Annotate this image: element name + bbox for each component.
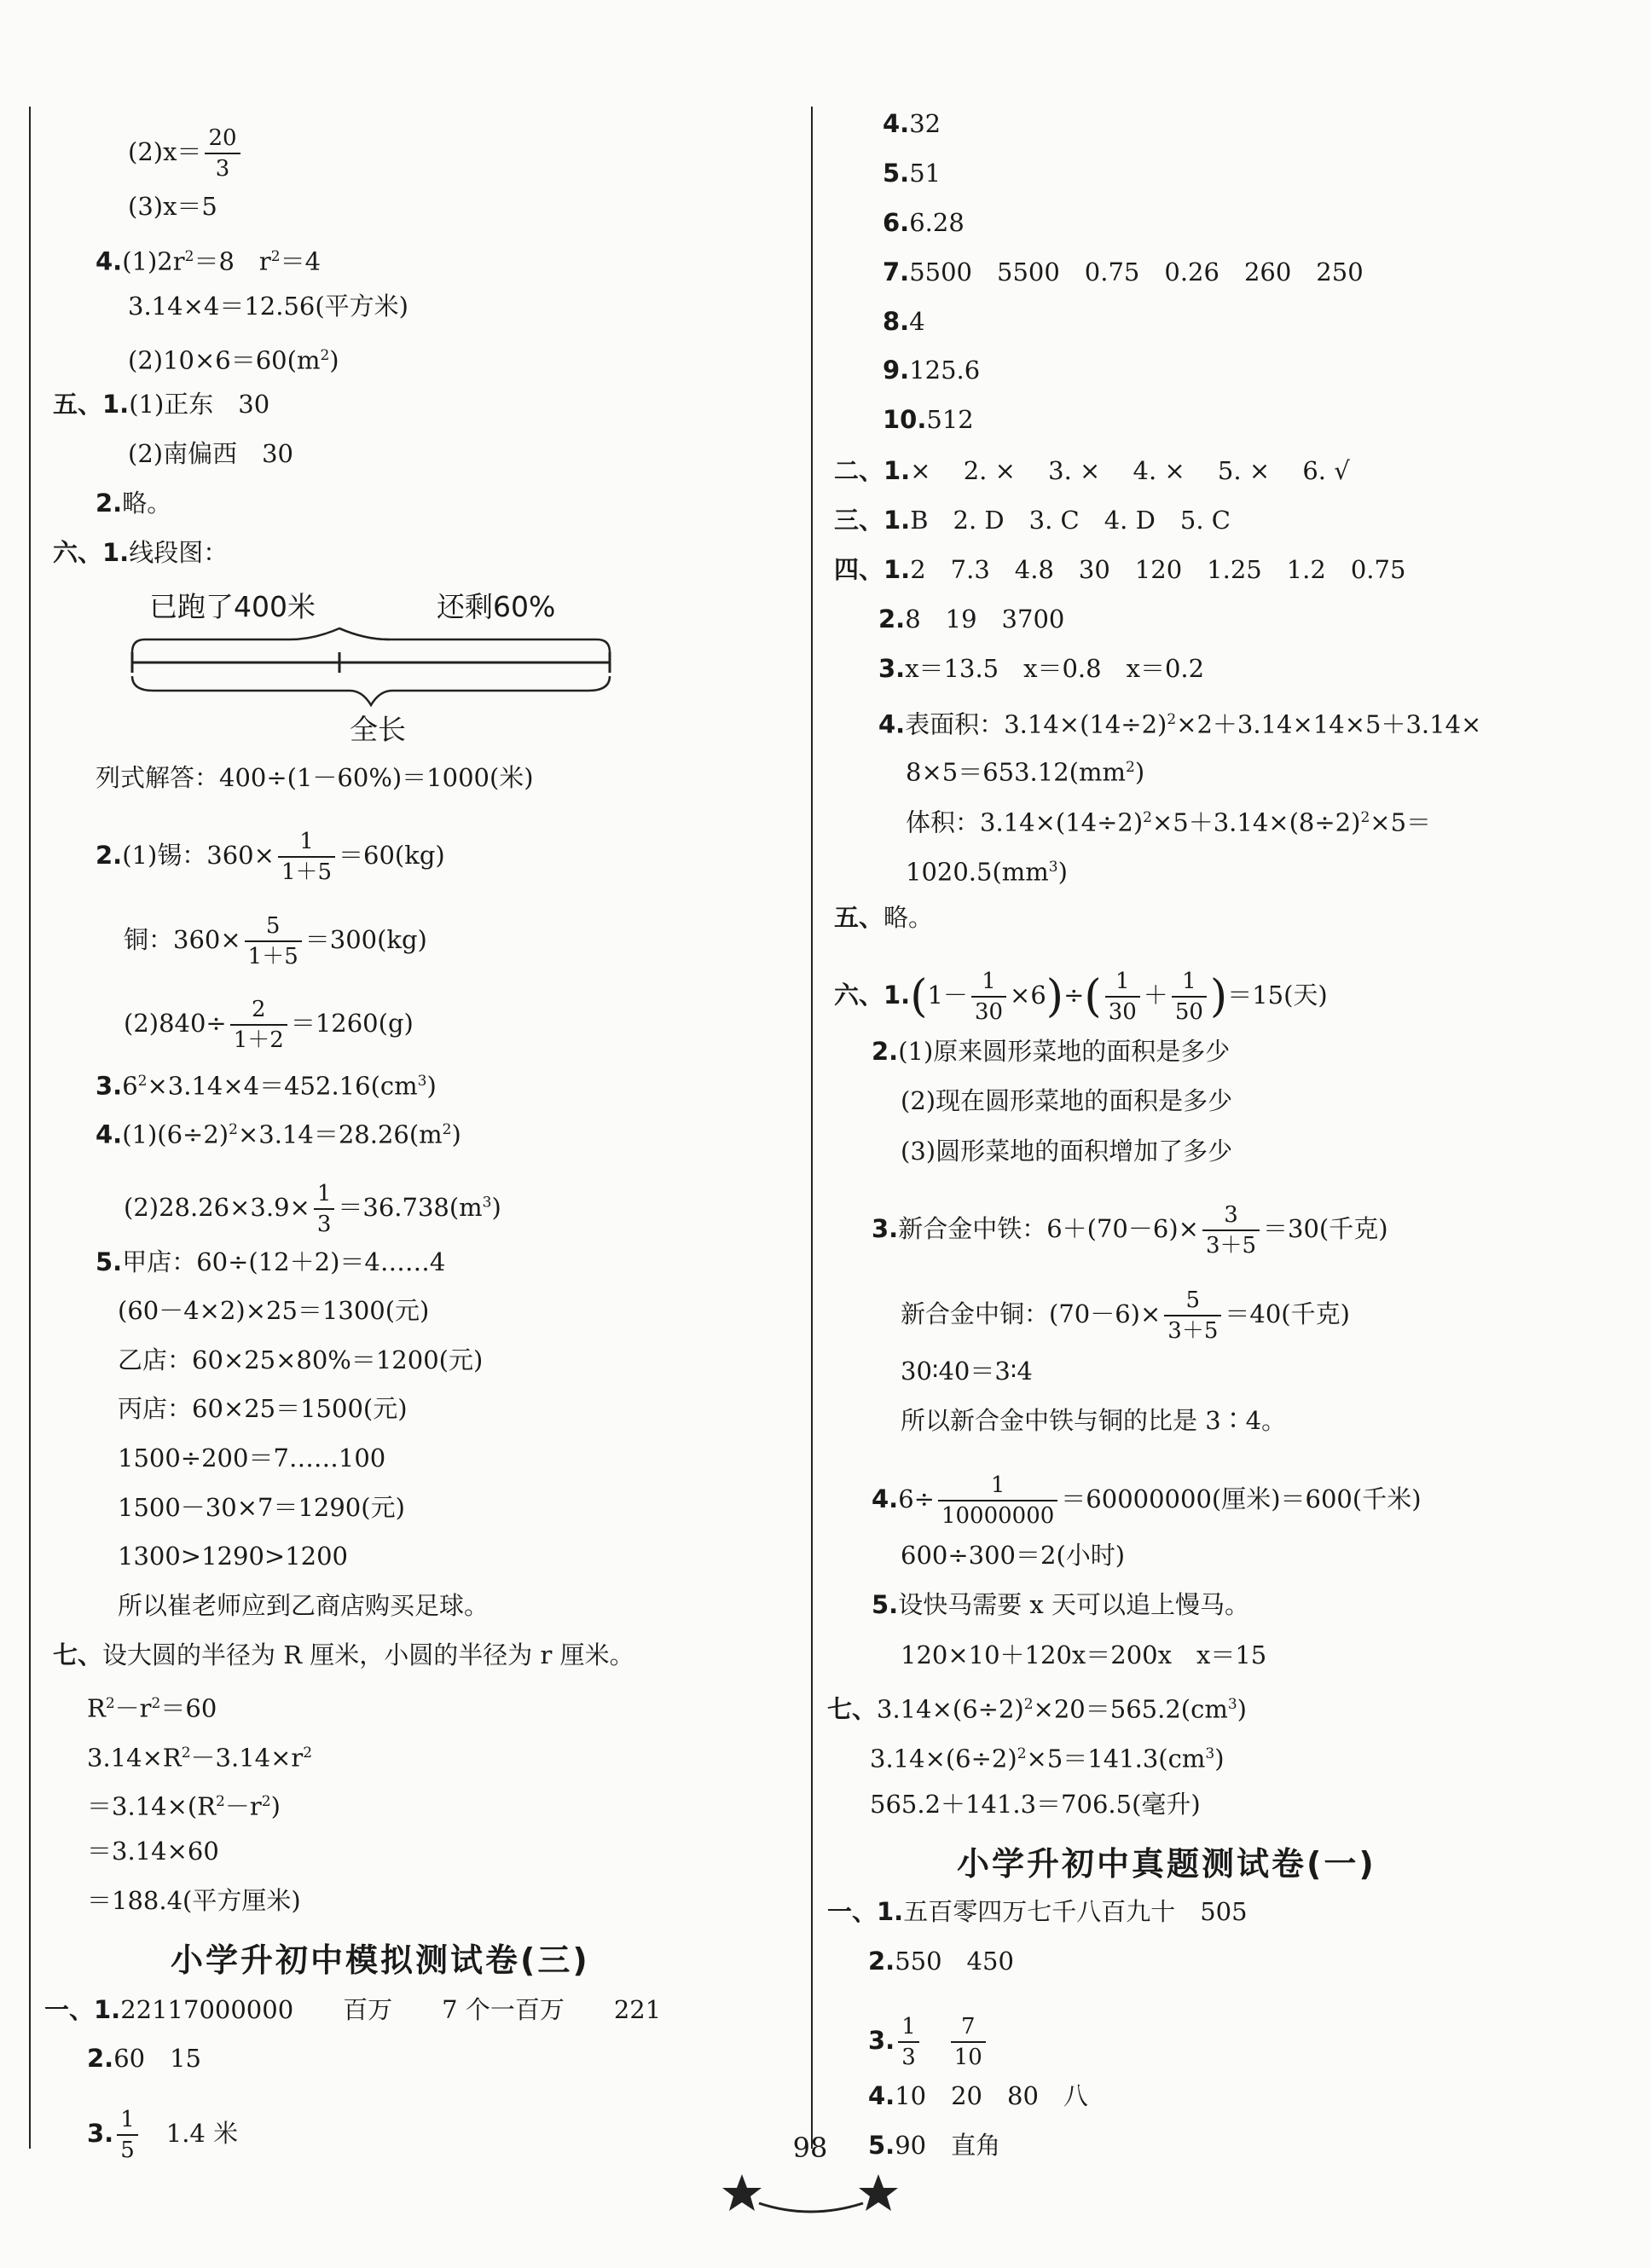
answer-line: 30∶40＝3∶4: [901, 1357, 1033, 1386]
answer-line: [878, 703, 1481, 742]
text: R: [87, 1693, 106, 1723]
answer-line: [883, 402, 974, 437]
text: 3.14×(6÷2): [870, 1744, 1017, 1773]
answer-line: 列式解答：400÷(1－60%)＝1000(米): [96, 763, 534, 792]
text: 设快马需要 x 天可以追上慢马。: [898, 1590, 1249, 1619]
text: (1)锡：360×: [122, 841, 275, 870]
numerator: 1: [971, 967, 1006, 998]
text: ＝60000000(厘米)＝600(千米): [1061, 1484, 1422, 1513]
center-divider-rule: [811, 107, 813, 2149]
answer-line: [868, 2079, 1088, 2113]
answer-line: [128, 124, 244, 183]
answer-line: [883, 304, 925, 338]
exponent: 2: [229, 1121, 238, 1138]
exponent: 3: [482, 1194, 492, 1212]
text: ＝60(kg): [339, 841, 445, 870]
exponent: 3: [417, 1073, 427, 1090]
answer-line: [53, 387, 269, 421]
text: (1)(6÷2): [122, 1120, 229, 1149]
question-number: 4.: [868, 2081, 895, 2110]
text: ): [1057, 857, 1068, 887]
denominator: 3＋5: [1167, 1318, 1219, 1344]
section-number: 七、: [53, 1640, 103, 1669]
text: 线段图：: [129, 538, 229, 567]
section-number: 一、1.: [827, 1897, 904, 1926]
fraction: [117, 2105, 138, 2165]
fraction: [245, 911, 302, 971]
text: 32: [909, 109, 941, 138]
fraction: [971, 967, 1006, 1027]
text: 1.4 米: [165, 2119, 239, 2148]
section-number: 三、1.: [834, 506, 911, 535]
fraction: [938, 1471, 1057, 1530]
text: ＝36.738(m: [338, 1193, 483, 1222]
fraction: [1172, 967, 1207, 1027]
bottom-brace: [132, 676, 610, 705]
answer-line: [53, 535, 228, 570]
answer-line: [870, 1737, 1225, 1776]
answer-line: [872, 1201, 1388, 1260]
text: 五百零四万七千八百九十 505: [903, 1897, 1248, 1926]
section-number: 二、1.: [834, 456, 911, 485]
paren: ): [1209, 971, 1228, 1022]
text: ＝300(kg): [304, 925, 427, 954]
section-number: 五、: [834, 903, 884, 932]
section-number: 六、1.: [834, 981, 911, 1010]
question-number: 3.: [872, 1214, 899, 1243]
denominator: 3: [215, 156, 230, 182]
question-number: 4.: [96, 1120, 123, 1149]
numerator: 5: [1164, 1286, 1221, 1316]
text: ＝30(千克): [1263, 1214, 1388, 1243]
denominator: 30: [974, 999, 1004, 1025]
text: ＝1260(g): [290, 1009, 414, 1038]
fraction: [1105, 967, 1140, 1027]
answer-line: [883, 353, 980, 387]
text: ×5＝141.3(cm: [1026, 1744, 1206, 1773]
text: ): [329, 345, 339, 375]
numerator: 5: [245, 911, 302, 942]
question-number: 2.: [96, 841, 123, 870]
paren: ): [1046, 971, 1064, 1022]
answer-line: [868, 2012, 989, 2072]
text: 铜：360×: [124, 925, 241, 954]
segment-label-run: 已跑了400米: [149, 590, 316, 623]
answer-line: [96, 827, 445, 887]
exponent: 2: [1360, 809, 1370, 826]
answer-line: [883, 107, 941, 141]
text: (2)840÷: [124, 1009, 227, 1038]
question-number: 5.: [96, 1247, 123, 1276]
numerator: 1: [117, 2105, 138, 2136]
text: 8 19 3700: [905, 605, 1065, 634]
answer-line: (2)现在圆形菜地的面积是多少: [901, 1086, 1233, 1115]
answer-line: [87, 2105, 238, 2165]
section-number: 七、: [827, 1694, 878, 1724]
exponent: 2: [1017, 1745, 1027, 1762]
denominator: 3: [316, 1212, 332, 1237]
numerator: 3: [1202, 1201, 1260, 1231]
fraction: [1164, 1286, 1221, 1345]
exponent: 3: [1205, 1745, 1215, 1762]
section-number: 六、1.: [53, 538, 130, 567]
text: 51: [909, 159, 941, 188]
answer-line: [124, 1179, 501, 1239]
text: 表面积：3.14×(14÷2): [905, 709, 1167, 739]
section-title-real-1: 小学升初中真题测试卷(一): [957, 1845, 1376, 1883]
text: 3.14×R: [87, 1743, 182, 1773]
answer-line: 1300>1290>1200: [118, 1542, 349, 1571]
text: (1)原来圆形菜地的面积是多少: [898, 1037, 1231, 1066]
question-number: 3.: [96, 1071, 123, 1101]
footer-swoosh: [759, 2203, 863, 2212]
denominator: 30: [1108, 999, 1137, 1025]
text: (2)10×6＝60(m: [128, 345, 321, 375]
text: (1)正东 30: [129, 390, 270, 419]
exponent: 2: [261, 1793, 271, 1810]
question-number: 3.: [87, 2119, 114, 2148]
answer-line: [878, 602, 1064, 636]
answer-line: [883, 205, 965, 240]
question-number: 6.: [883, 208, 910, 237]
text: ): [426, 1071, 437, 1101]
numerator: 1: [278, 827, 335, 858]
question-number: 5.: [883, 159, 910, 188]
question-number: 2.: [87, 2044, 114, 2073]
text: (1)2r: [122, 246, 185, 276]
text: 6÷: [898, 1484, 935, 1513]
fraction: [898, 2012, 919, 2072]
answer-line: [128, 338, 339, 378]
text: 1020.5(mm: [906, 857, 1049, 887]
answer-line: ＝188.4(平方厘米): [87, 1886, 301, 1915]
answer-line: 乙店：60×25×80%＝1200(元): [118, 1345, 484, 1374]
answer-line: [883, 255, 1364, 289]
text: 新合金中铜：(70－6)×: [901, 1299, 1161, 1328]
text: 2 7.3 4.8 30 120 1.25 1.2 0.75: [910, 555, 1406, 584]
section-number: 一、1.: [44, 1995, 121, 2024]
answer-line: [834, 900, 933, 934]
question-number: 4.: [96, 246, 123, 276]
exponent: 2: [1023, 1696, 1034, 1713]
exponent: 2: [181, 1744, 191, 1762]
exponent: 2: [303, 1744, 313, 1762]
denominator: 10000000: [941, 1503, 1055, 1529]
answer-line: [96, 1064, 437, 1103]
answer-line: [87, 2041, 201, 2075]
text: 512: [926, 405, 974, 434]
denominator: 50: [1174, 999, 1203, 1025]
answer-line: 600÷300＝2(小时): [901, 1541, 1126, 1570]
answer-line: [872, 1588, 1249, 1622]
segment-label-remaining: 还剩60%: [437, 590, 556, 623]
text: 新合金中铁：6＋(70－6)×: [898, 1214, 1199, 1243]
answer-line: [96, 240, 321, 279]
exponent: 2: [1143, 809, 1152, 826]
answer-line: [87, 1736, 312, 1775]
answer-line: [906, 801, 1431, 840]
answer-line: [868, 2128, 1000, 2162]
text: －r: [224, 1791, 262, 1821]
answer-line: 丙店：60×25＝1500(元): [118, 1394, 408, 1423]
answer-line: 120×10＋120x＝200x x＝15: [901, 1640, 1267, 1669]
text: ＝40(千克): [1225, 1299, 1350, 1328]
numerator: 1: [898, 2012, 919, 2043]
text: 8×5＝653.12(mm: [906, 757, 1126, 787]
numerator: 1: [314, 1179, 335, 1210]
answer-line: [906, 750, 1144, 790]
text: ×6: [1010, 981, 1046, 1010]
question-number: 2.: [96, 489, 123, 518]
text: 1－: [927, 981, 968, 1010]
text: 略。: [883, 903, 934, 932]
answer-line: (3)圆形菜地的面积增加了多少: [901, 1137, 1233, 1166]
answer-line: [883, 156, 941, 190]
answer-line: (2)南偏西 30: [128, 439, 293, 468]
answer-line: [834, 454, 1350, 488]
text: ): [1134, 757, 1145, 787]
answer-line: [834, 967, 1328, 1027]
footer-ornament: [716, 2166, 904, 2225]
text: × 2. × 3. × 4. × 5. × 6. √: [910, 456, 1350, 485]
text: ×5＋3.14×(8÷2): [1151, 807, 1361, 837]
text: ÷: [1063, 981, 1085, 1010]
exponent: 2: [270, 248, 281, 265]
text: 90 直角: [895, 2131, 1001, 2160]
answer-line: [872, 1471, 1422, 1530]
text: 3.14×(6÷2): [877, 1694, 1024, 1724]
question-number: 2.: [878, 605, 906, 634]
answer-line: [96, 486, 171, 520]
text: ＝3.14×(R: [87, 1791, 217, 1821]
text: 体积：3.14×(14÷2): [906, 807, 1144, 837]
text: ×5＝: [1370, 807, 1432, 837]
text: ＝15(天): [1227, 981, 1328, 1010]
text: B 2. D 3. C 4. D 5. C: [910, 506, 1231, 535]
numerator: 1: [1172, 967, 1207, 998]
section-title-mock-3: 小学升初中模拟测试卷(三): [171, 1941, 590, 1979]
text: ×3.14×4＝452.16(cm: [147, 1071, 418, 1101]
text: ×20＝565.2(cm: [1033, 1694, 1228, 1724]
text: x＝13.5 x＝0.8 x＝0.2: [905, 654, 1205, 683]
answer-line: [124, 995, 414, 1055]
exponent: 3: [1048, 859, 1058, 876]
paren: (: [1084, 971, 1102, 1022]
exponent: 2: [1167, 711, 1177, 728]
exponent: 2: [137, 1073, 148, 1090]
text: ): [491, 1193, 501, 1222]
text: 甲店：60÷(12＋2)＝4……4: [122, 1247, 446, 1276]
answer-line: 1500－30×7＝1290(元): [118, 1493, 405, 1522]
answer-line: [868, 1944, 1014, 1978]
text: (2)28.26×3.9×: [124, 1193, 310, 1222]
denominator: 1＋5: [281, 859, 333, 885]
text: ＝4: [280, 246, 322, 276]
exponent: 2: [442, 1121, 452, 1138]
text: ): [451, 1120, 461, 1149]
question-number: 2.: [868, 1947, 895, 1976]
text: 略。: [122, 489, 172, 518]
text: 4: [909, 307, 925, 336]
text: ×3.14＝28.26(m: [237, 1120, 443, 1149]
text: ＋: [1143, 981, 1168, 1010]
numerator: 1: [1105, 967, 1140, 998]
star-right-icon: [859, 2174, 898, 2211]
answer-line: [834, 553, 1405, 587]
exponent: 2: [320, 347, 330, 364]
answer-line: [87, 1687, 217, 1726]
question-number: 4.: [883, 109, 910, 138]
text: ): [270, 1791, 281, 1821]
text: 6.28: [909, 208, 965, 237]
numerator: 1: [938, 1471, 1057, 1501]
denominator: 3: [901, 2045, 916, 2070]
fraction: [951, 2012, 986, 2072]
answer-line: [44, 1993, 661, 2027]
fraction: [230, 995, 287, 1055]
answer-line: 3.14×4＝12.56(平方米): [128, 292, 408, 321]
text: ): [1214, 1744, 1225, 1773]
text: 6: [122, 1071, 138, 1101]
fraction: [314, 1179, 335, 1239]
segment-label-total: 全长: [350, 713, 406, 746]
question-number: 2.: [872, 1037, 899, 1066]
text: 60 15: [113, 2044, 202, 2073]
question-number: 4.: [872, 1484, 899, 1513]
denominator: 10: [953, 2045, 982, 2070]
text: ＝60: [160, 1693, 217, 1723]
denominator: 3＋5: [1205, 1233, 1257, 1258]
numerator: 2: [230, 995, 287, 1026]
exponent: 2: [184, 248, 194, 265]
text: 550 450: [895, 1947, 1014, 1976]
numerator: 7: [951, 2012, 986, 2043]
text: 125.6: [909, 356, 981, 385]
answer-line: 所以新合金中铁与铜的比是 3∶4。: [901, 1406, 1287, 1435]
answer-line: [906, 850, 1068, 889]
text: ): [1237, 1694, 1247, 1724]
question-number: 8.: [883, 307, 910, 336]
question-number: 9.: [883, 356, 910, 385]
denominator: 1＋2: [233, 1027, 284, 1053]
denominator: 1＋5: [247, 944, 298, 969]
text: (2)x＝: [128, 137, 202, 166]
answer-line: 1500÷200＝7……100: [118, 1444, 386, 1472]
question-number: 4.: [878, 709, 906, 739]
exponent: 3: [1227, 1696, 1237, 1713]
exponent: 2: [1125, 759, 1135, 776]
numerator: 20: [205, 124, 240, 154]
text: －3.14×r: [190, 1743, 304, 1773]
answer-line: [96, 1113, 461, 1152]
text: ＝8 r: [194, 246, 271, 276]
answer-line: [834, 503, 1231, 537]
section-number: 四、1.: [834, 555, 911, 584]
text: －r: [114, 1693, 152, 1723]
answer-line: [87, 1785, 281, 1824]
fraction: [1202, 1201, 1260, 1260]
star-left-icon: [722, 2174, 762, 2211]
denominator: 5: [120, 2138, 135, 2163]
question-number: 5.: [872, 1590, 899, 1619]
page-number: 98: [792, 2132, 828, 2164]
left-margin-rule: [29, 107, 31, 2149]
exponent: 2: [151, 1695, 161, 1712]
fraction: [205, 124, 240, 183]
text: 10 20 80 八: [895, 2081, 1088, 2110]
answer-line: [124, 911, 427, 971]
paren: (: [910, 971, 928, 1022]
answer-line: [872, 1034, 1230, 1068]
question-number: 5.: [868, 2131, 895, 2160]
fraction: [278, 827, 335, 887]
answer-line: (3)x＝5: [128, 192, 217, 221]
section-number: 五、1.: [53, 390, 130, 419]
answer-line: [53, 1638, 634, 1672]
answer-line: [901, 1286, 1350, 1345]
text: ×2＋3.14×14×5＋3.14×: [1176, 709, 1482, 739]
question-number: 10.: [883, 405, 927, 434]
text: 22117000000 百万 7 个一百万 221: [120, 1995, 662, 2024]
answer-line: [96, 1245, 445, 1279]
top-brace-right: [339, 628, 610, 652]
answer-line: [827, 1895, 1248, 1929]
answer-line: 565.2＋141.3＝706.5(毫升): [870, 1790, 1201, 1819]
exponent: 2: [216, 1793, 225, 1810]
question-number: 7.: [883, 257, 910, 286]
answer-line: [827, 1687, 1247, 1727]
answer-line: (60－4×2)×25＝1300(元): [118, 1296, 430, 1325]
question-number: 3.: [878, 654, 906, 683]
question-number: 3.: [868, 2026, 895, 2055]
answer-line: [878, 651, 1204, 686]
exponent: 2: [105, 1695, 115, 1712]
text: 5500 5500 0.75 0.26 260 250: [909, 257, 1364, 286]
answer-line: 所以崔老师应到乙商店购买足球。: [118, 1591, 490, 1620]
text: 设大圆的半径为 R 厘米，小圆的半径为 r 厘米。: [102, 1640, 634, 1669]
answer-line: ＝3.14×60: [87, 1837, 219, 1866]
